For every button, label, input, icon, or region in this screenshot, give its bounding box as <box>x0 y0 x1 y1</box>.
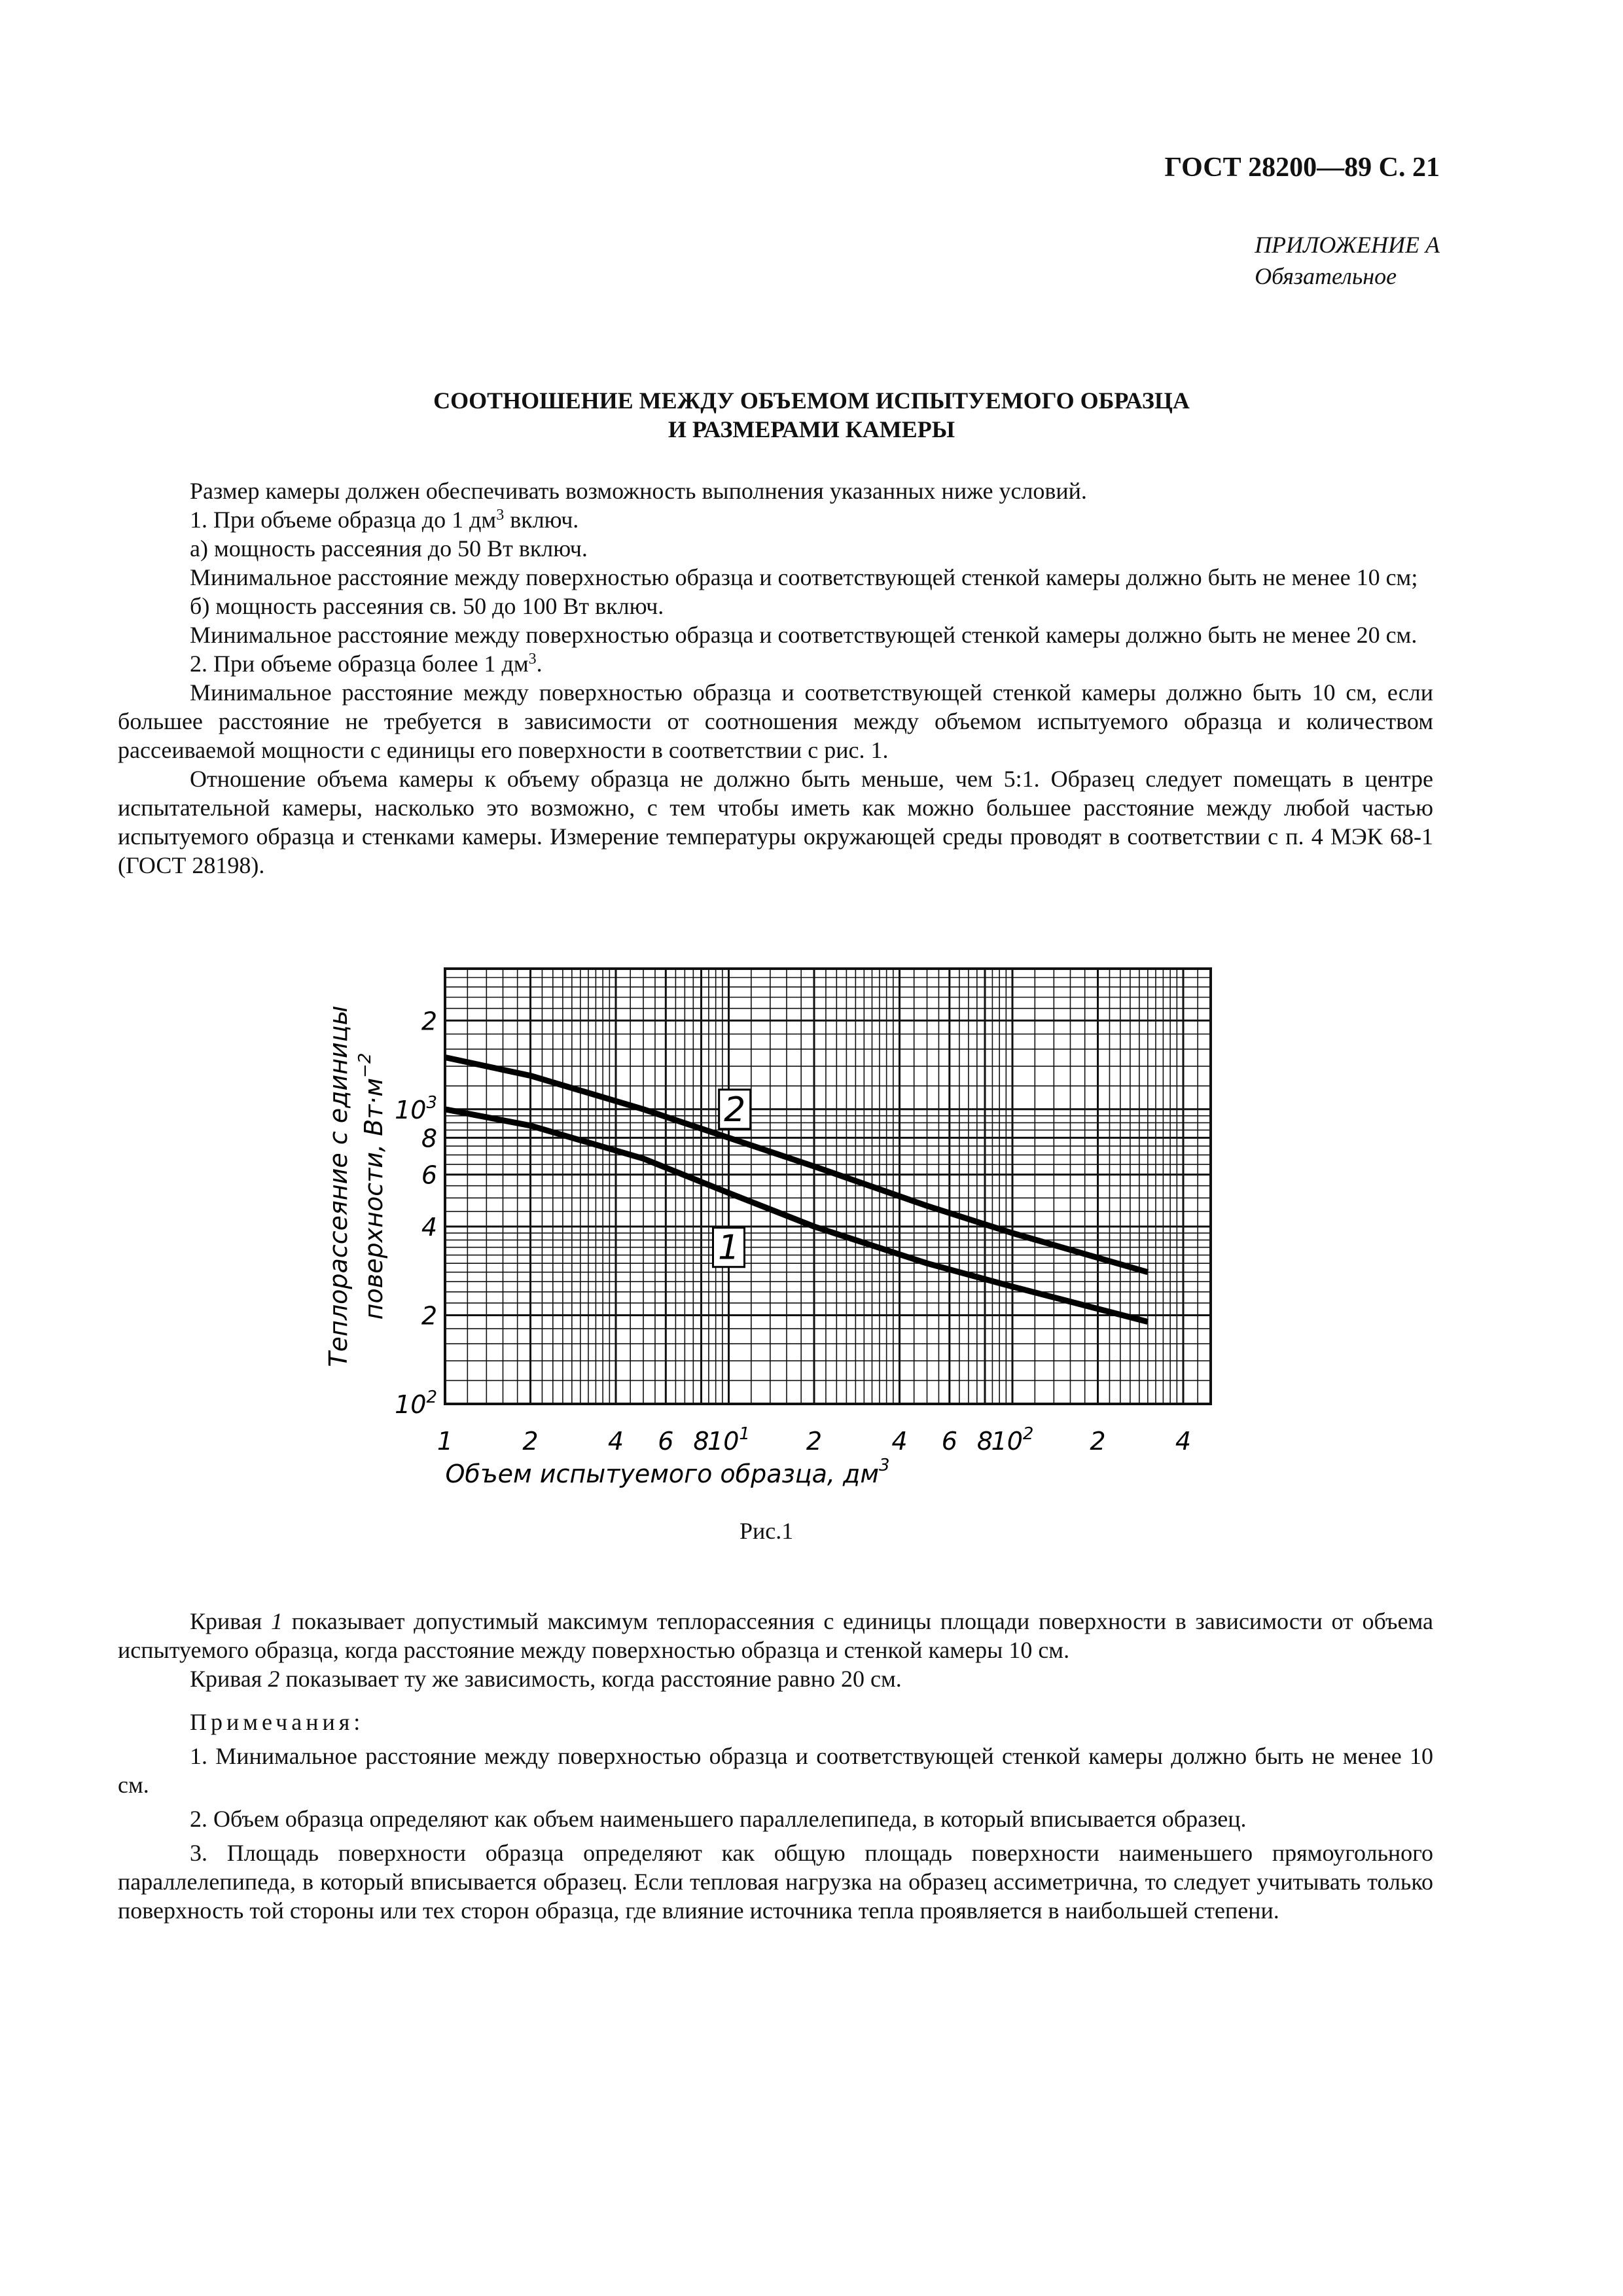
superscript: 3 <box>496 507 505 524</box>
paragraph <box>118 1607 1433 1664</box>
curve-number: 2 <box>268 1666 280 1692</box>
notes-title: Примечания: <box>190 1709 365 1735</box>
x-tick-label: $10^1$ <box>707 1424 750 1456</box>
title-line-2: И РАЗМЕРАМИ КАМЕРЫ <box>668 416 955 442</box>
title-line-1: СООТНОШЕНИЕ МЕЖДУ ОБЪЕМОМ ИСПЫТУЕМОГО ОБРАЗЦА <box>433 387 1190 414</box>
text-run: показывает ту же зависимость, когда расстояние равно 20 см. <box>279 1666 902 1692</box>
x-tick-label: 1 <box>437 1427 454 1456</box>
paragraph <box>118 649 1433 678</box>
y-axis-label-line-2: поверхности, $Вт\cdot м^{-2}$ <box>355 1052 388 1320</box>
note-item: 2. Объем образца определяют как объем наименьшего параллелепипеда, в который вписывается образец. <box>190 1806 1247 1832</box>
paragraph: а) мощность рассеяния до 50 Вт включ. <box>190 535 588 562</box>
y-tick-label: 4 <box>421 1212 437 1242</box>
figure-caption: Рис.1 <box>740 1518 794 1544</box>
appendix-label: ПРИЛОЖЕНИЕ А <box>1255 232 1440 258</box>
paragraph: Отношение объема камеры к объему образца не должно быть меньше, чем 5:1. Образец следует помещать в центре испытательной камеры, насколько это возможно, с тем чтобы иметь как можно большее расстояние между любой частью испытуемого образца и стенками камеры. Измерение температуры окружающей среды проводят в соответствии с п. 4 МЭК 68-1 (ГОСТ 28198). <box>118 766 1433 878</box>
x-tick-label: 4 <box>891 1427 908 1456</box>
x-tick-label: 2 <box>1090 1427 1106 1456</box>
x-tick-label: 2 <box>806 1427 823 1456</box>
body-text <box>118 476 1433 880</box>
curve-number: 1 <box>271 1608 283 1634</box>
text-run: 1. При объеме образца до 1 дм <box>190 507 497 533</box>
paragraph: б) мощность рассеяния св. 50 до 100 Вт включ. <box>190 593 664 619</box>
document-title <box>118 386 1505 444</box>
curve-1 <box>445 1109 1148 1322</box>
note-item: 1. Минимальное расстояние между поверхностью образца и соответствующей стенкой камеры должно быть не менее 10 см. <box>118 1743 1433 1798</box>
text-run: включ. <box>504 507 579 533</box>
superscript: 3 <box>528 651 537 668</box>
y-tick-label: 2 <box>421 1301 437 1331</box>
curve-label: 1 <box>717 1228 740 1268</box>
x-tick-label: 6 <box>658 1427 674 1456</box>
x-tick-label: 4 <box>1175 1427 1192 1456</box>
paragraph: Минимальное расстояние между поверхностью образца и соответствующей стенкой камеры должно быть не менее 20 см. <box>190 622 1418 648</box>
x-tick-label: 8 <box>693 1427 709 1456</box>
appendix-block <box>1255 229 1440 292</box>
page-header: ГОСТ 28200—89 С. 21 <box>1164 152 1440 183</box>
text-run: показывает допустимый максимум теплорассеяния с единицы площади поверхности в зависимости от объема испытуемого образца, когда расстояние между поверхностью образца и стенкой камеры 10 см. <box>118 1608 1433 1663</box>
text-run: 2. При объеме образца более 1 дм <box>190 651 529 677</box>
text-run: Кривая <box>190 1608 272 1634</box>
figure-chart <box>314 962 1230 1499</box>
paragraph <box>118 505 1433 534</box>
paragraph: Минимальное расстояние между поверхностью образца и соответствующей стенкой камеры должно быть не менее 10 см; <box>190 564 1418 590</box>
x-tick-label: 2 <box>522 1427 539 1456</box>
paragraph: Размер камеры должен обеспечивать возможность выполнения указанных ниже условий. <box>190 478 1087 504</box>
y-tick-label: 8 <box>421 1124 437 1153</box>
chart-svg <box>314 962 1230 1499</box>
y-tick-label: 2 <box>421 1007 437 1036</box>
paragraph: Минимальное расстояние между поверхностью образца и соответствующей стенкой камеры должно быть 10 см, если большее расстояние не требуется в зависимости от соотношения между объемом испытуемого образца и количеством рассеиваемой мощности с единицы его поверхности в соответствии с рис. 1. <box>118 679 1433 763</box>
y-tick-label: $10^2$ <box>395 1388 437 1419</box>
note-item: 3. Площадь поверхности образца определяют как общую площадь поверхности наименьшего прямоугольного параллелепипеда, в который вписывается образец. Если тепловая нагрузка на образец ассиметрична, то следует учитывать только поверхность той стороны или тех сторон образца, где влияние источника тепла проявляется в наибольшей степени. <box>118 1840 1433 1924</box>
text-run: Кривая <box>190 1666 268 1692</box>
curve-label: 2 <box>724 1090 746 1130</box>
y-tick-label: 6 <box>421 1160 437 1190</box>
paragraph <box>118 1664 1433 1693</box>
chart-grid <box>445 969 1211 1404</box>
y-tick-label: $10^3$ <box>395 1092 437 1124</box>
x-axis-label: Объем испытуемого образца, $дм^3$ <box>445 1456 890 1488</box>
x-tick-label: 6 <box>941 1427 957 1456</box>
x-tick-label: 8 <box>976 1427 993 1456</box>
text-run: . <box>536 651 543 677</box>
x-tick-label: 4 <box>607 1427 624 1456</box>
appendix-status: Обязательное <box>1255 263 1397 289</box>
y-axis-label-line-1: Теплорассеяние с единицы <box>324 1005 353 1367</box>
explanation-text <box>118 1607 1433 1925</box>
x-tick-label: $10^2$ <box>991 1424 1034 1456</box>
